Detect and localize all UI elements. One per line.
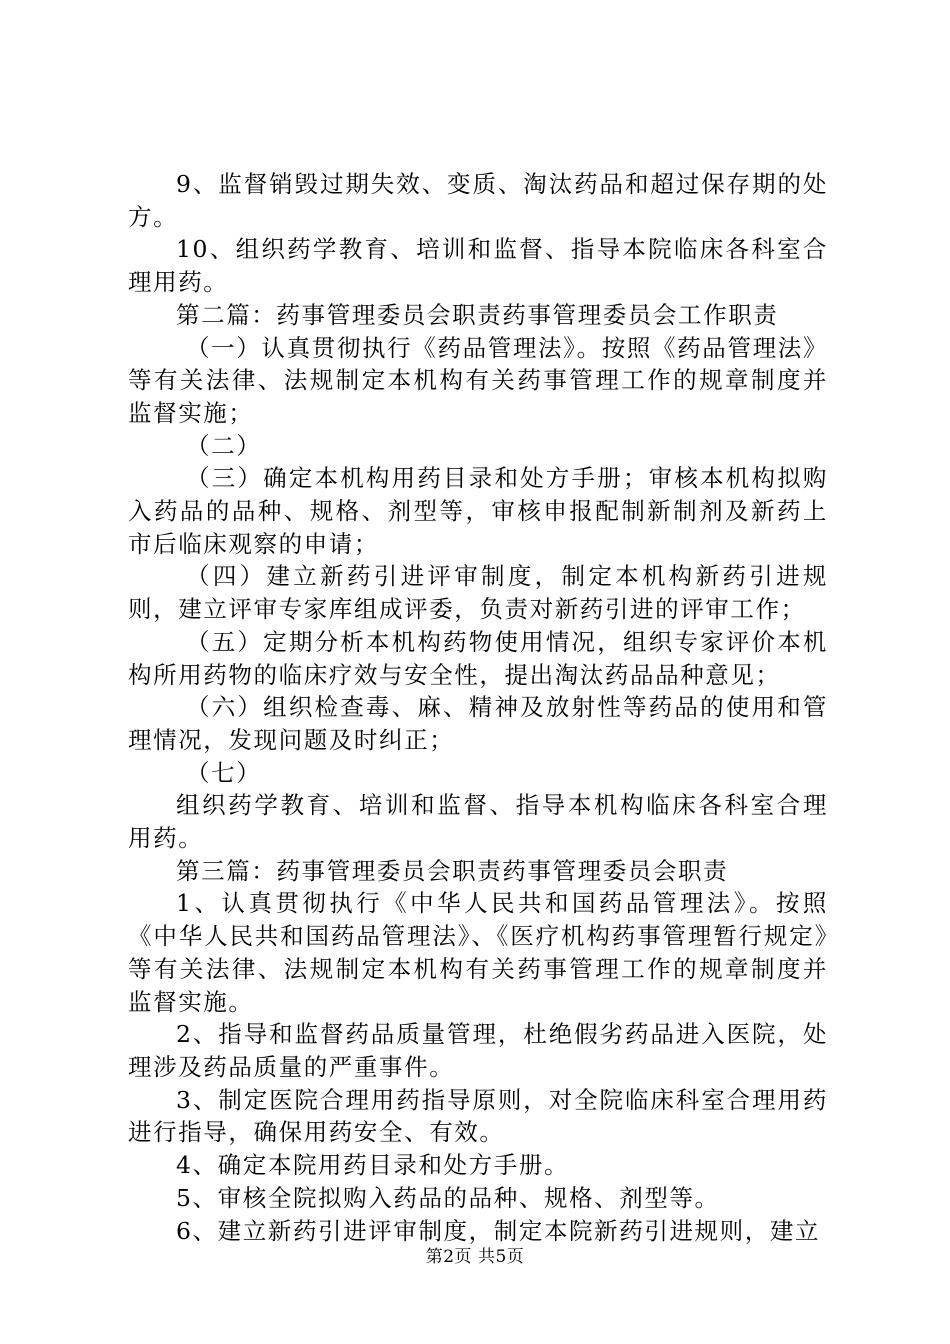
paragraph-duty-7: （七） bbox=[186, 758, 262, 787]
paragraph-item-2: 2、指导和监督药品质量管理，杜绝假劣药品进入医院，处理涉及药品质量的严重事件。 bbox=[128, 1020, 828, 1081]
paragraph-duty-2: （二） bbox=[186, 431, 262, 460]
paragraph-item-4: 4、确定本院用药目录和处方手册。 bbox=[176, 1151, 570, 1180]
paragraph-item-10: 10、组织药学教育、培训和监督、指导本院临床各科室合理用药。 bbox=[128, 235, 828, 297]
paragraph-item-9: 9、监督销毁过期失效、变质、淘汰药品和超过保存期的处方。 bbox=[128, 170, 828, 231]
paragraph-duty-4: （四）建立新药引进评审制度，制定本机构新药引进规则，建立评审专家库组成评委，负责对新药引进的评审工作； bbox=[128, 562, 828, 624]
paragraph-item-1: 1、认真贯彻执行《中华人民共和国药品管理法》。按照《中华人民共和国药品管理法》、《医疗机构药事管理暂行规定》等有关法律、法规制定本机构有关药事管理工作的规章制度并监督实施。 bbox=[128, 889, 828, 1016]
section-heading-3: 第三篇：药事管理委员会职责药事管理委员会职责 bbox=[176, 856, 729, 885]
paragraph-item-5: 5、审核全院拟购入药品的品种、规格、剂型等。 bbox=[176, 1183, 720, 1212]
paragraph-duty-6: （六）组织检查毒、麻、精神及放射性等药品的使用和管理情况，发现问题及时纠正； bbox=[128, 693, 828, 754]
paragraph-item-6: 6、建立新药引进评审制度，制定本院新药引进规则，建立 bbox=[176, 1216, 821, 1245]
section-heading-2: 第二篇：药事管理委员会职责药事管理委员会工作职责 bbox=[176, 300, 779, 329]
paragraph-duty-1: （一）认真贯彻执行《药品管理法》。按照《药品管理法》等有关法律、法规制定本机构有关药事管理工作的规章制度并监督实施； bbox=[128, 333, 828, 427]
paragraph-item-3: 3、制定医院合理用药指导原则，对全院临床科室合理用药进行指导，确保用药安全、有效。 bbox=[128, 1085, 828, 1147]
paragraph-duty-3: （三）确定本机构用药目录和处方手册；审核本机构拟购入药品的品种、规格、剂型等，审核申报配制新制剂及新药上市后临床观察的申请； bbox=[128, 464, 828, 558]
document-body bbox=[128, 168, 828, 1247]
page-number-footer: 第2页 共5页 bbox=[425, 1247, 525, 1267]
paragraph-duty-5: （五）定期分析本机构药物使用情况，组织专家评价本机构所用药物的临床疗效与安全性，提出淘汰药品品种意见； bbox=[128, 627, 828, 689]
paragraph-duty-7-text: 组织药学教育、培训和监督、指导本机构临床各科室合理用药。 bbox=[128, 791, 828, 853]
